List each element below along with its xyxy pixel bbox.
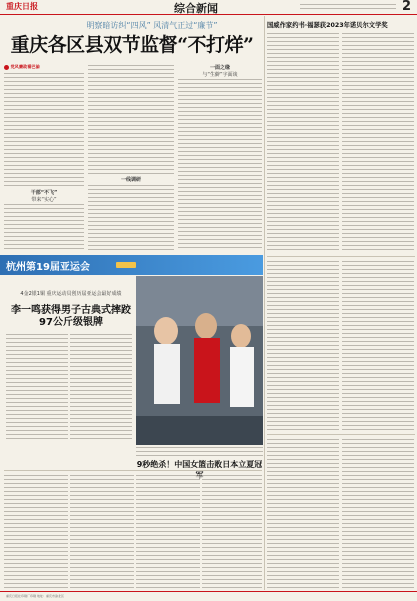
games-logo-icon xyxy=(116,262,136,268)
photo-caption xyxy=(136,446,263,456)
story-divider xyxy=(4,470,262,471)
column-badge xyxy=(4,64,40,70)
lead-text-col-1b xyxy=(4,203,84,251)
newspaper-logo: 重庆日报 xyxy=(6,1,38,11)
right-text-col-2 xyxy=(342,32,414,252)
lower-text-col-2 xyxy=(70,474,134,588)
lower-text-col-3 xyxy=(136,474,200,588)
right-box xyxy=(178,64,262,78)
right-text-col-5 xyxy=(267,438,339,588)
footer-text: 重庆日报社印刷厂印刷 地址：重庆市渝北区 xyxy=(6,594,64,598)
story2-kicker: 4金2银1铜 重庆运动员创历届亚运会最好成绩 xyxy=(20,291,122,297)
photo-story-headline: 9秒绝杀！中国女篮击败日本立夏冠 xyxy=(136,460,263,469)
right-text-col-3 xyxy=(267,260,339,430)
right-text-col-4 xyxy=(342,260,414,430)
party-emblem-icon xyxy=(4,65,9,70)
section-title: 综合新闻 xyxy=(174,2,218,15)
mid-box-title: 一线调研 xyxy=(120,177,141,183)
basketball-photo xyxy=(136,276,263,445)
side-box-title: 干部“不飞” xyxy=(30,190,58,196)
lead-headline: 重庆各区县双节监督“不打烊” xyxy=(10,34,254,56)
lead-text-col-2 xyxy=(88,64,174,174)
page-number: 2 xyxy=(402,0,412,14)
column-divider xyxy=(264,16,265,590)
lead-text-col-2b xyxy=(88,184,174,251)
right-column-headline: 国威作家约书·福瑟获2023年诺贝尔文学奖 xyxy=(267,22,388,29)
story2-headline: 李一鸣获得男子古典式摔跤97公斤级银牌 xyxy=(11,305,131,328)
lower-text-col-4 xyxy=(202,474,262,588)
side-box xyxy=(4,189,84,203)
lead-subtitle: 明察暗访纠“四风” 风清气正过“廉节” xyxy=(86,21,218,30)
right-box-title: 一面之缘 xyxy=(209,65,230,71)
lead-text-col-3 xyxy=(178,78,262,251)
right-text-col-1 xyxy=(267,32,339,252)
story2-text-col-2 xyxy=(70,333,132,441)
side-box-subtitle: 带来“实心” xyxy=(31,197,57,203)
masthead xyxy=(0,0,417,15)
photo-illustration xyxy=(136,276,263,445)
right-divider xyxy=(267,256,415,257)
date-strip xyxy=(300,3,396,10)
column-badge-label: 党风廉政看巴渝 xyxy=(10,64,40,69)
right-divider-2 xyxy=(267,434,415,435)
right-box-subtitle: 与“生僻”字面谈 xyxy=(202,72,238,78)
lower-text-col-1 xyxy=(4,474,68,588)
story2-text-col-1 xyxy=(6,333,68,441)
lead-text-col-1 xyxy=(4,72,84,186)
right-text-col-6 xyxy=(342,438,414,588)
banner-title: 杭州第19届亚运会 xyxy=(6,262,90,273)
